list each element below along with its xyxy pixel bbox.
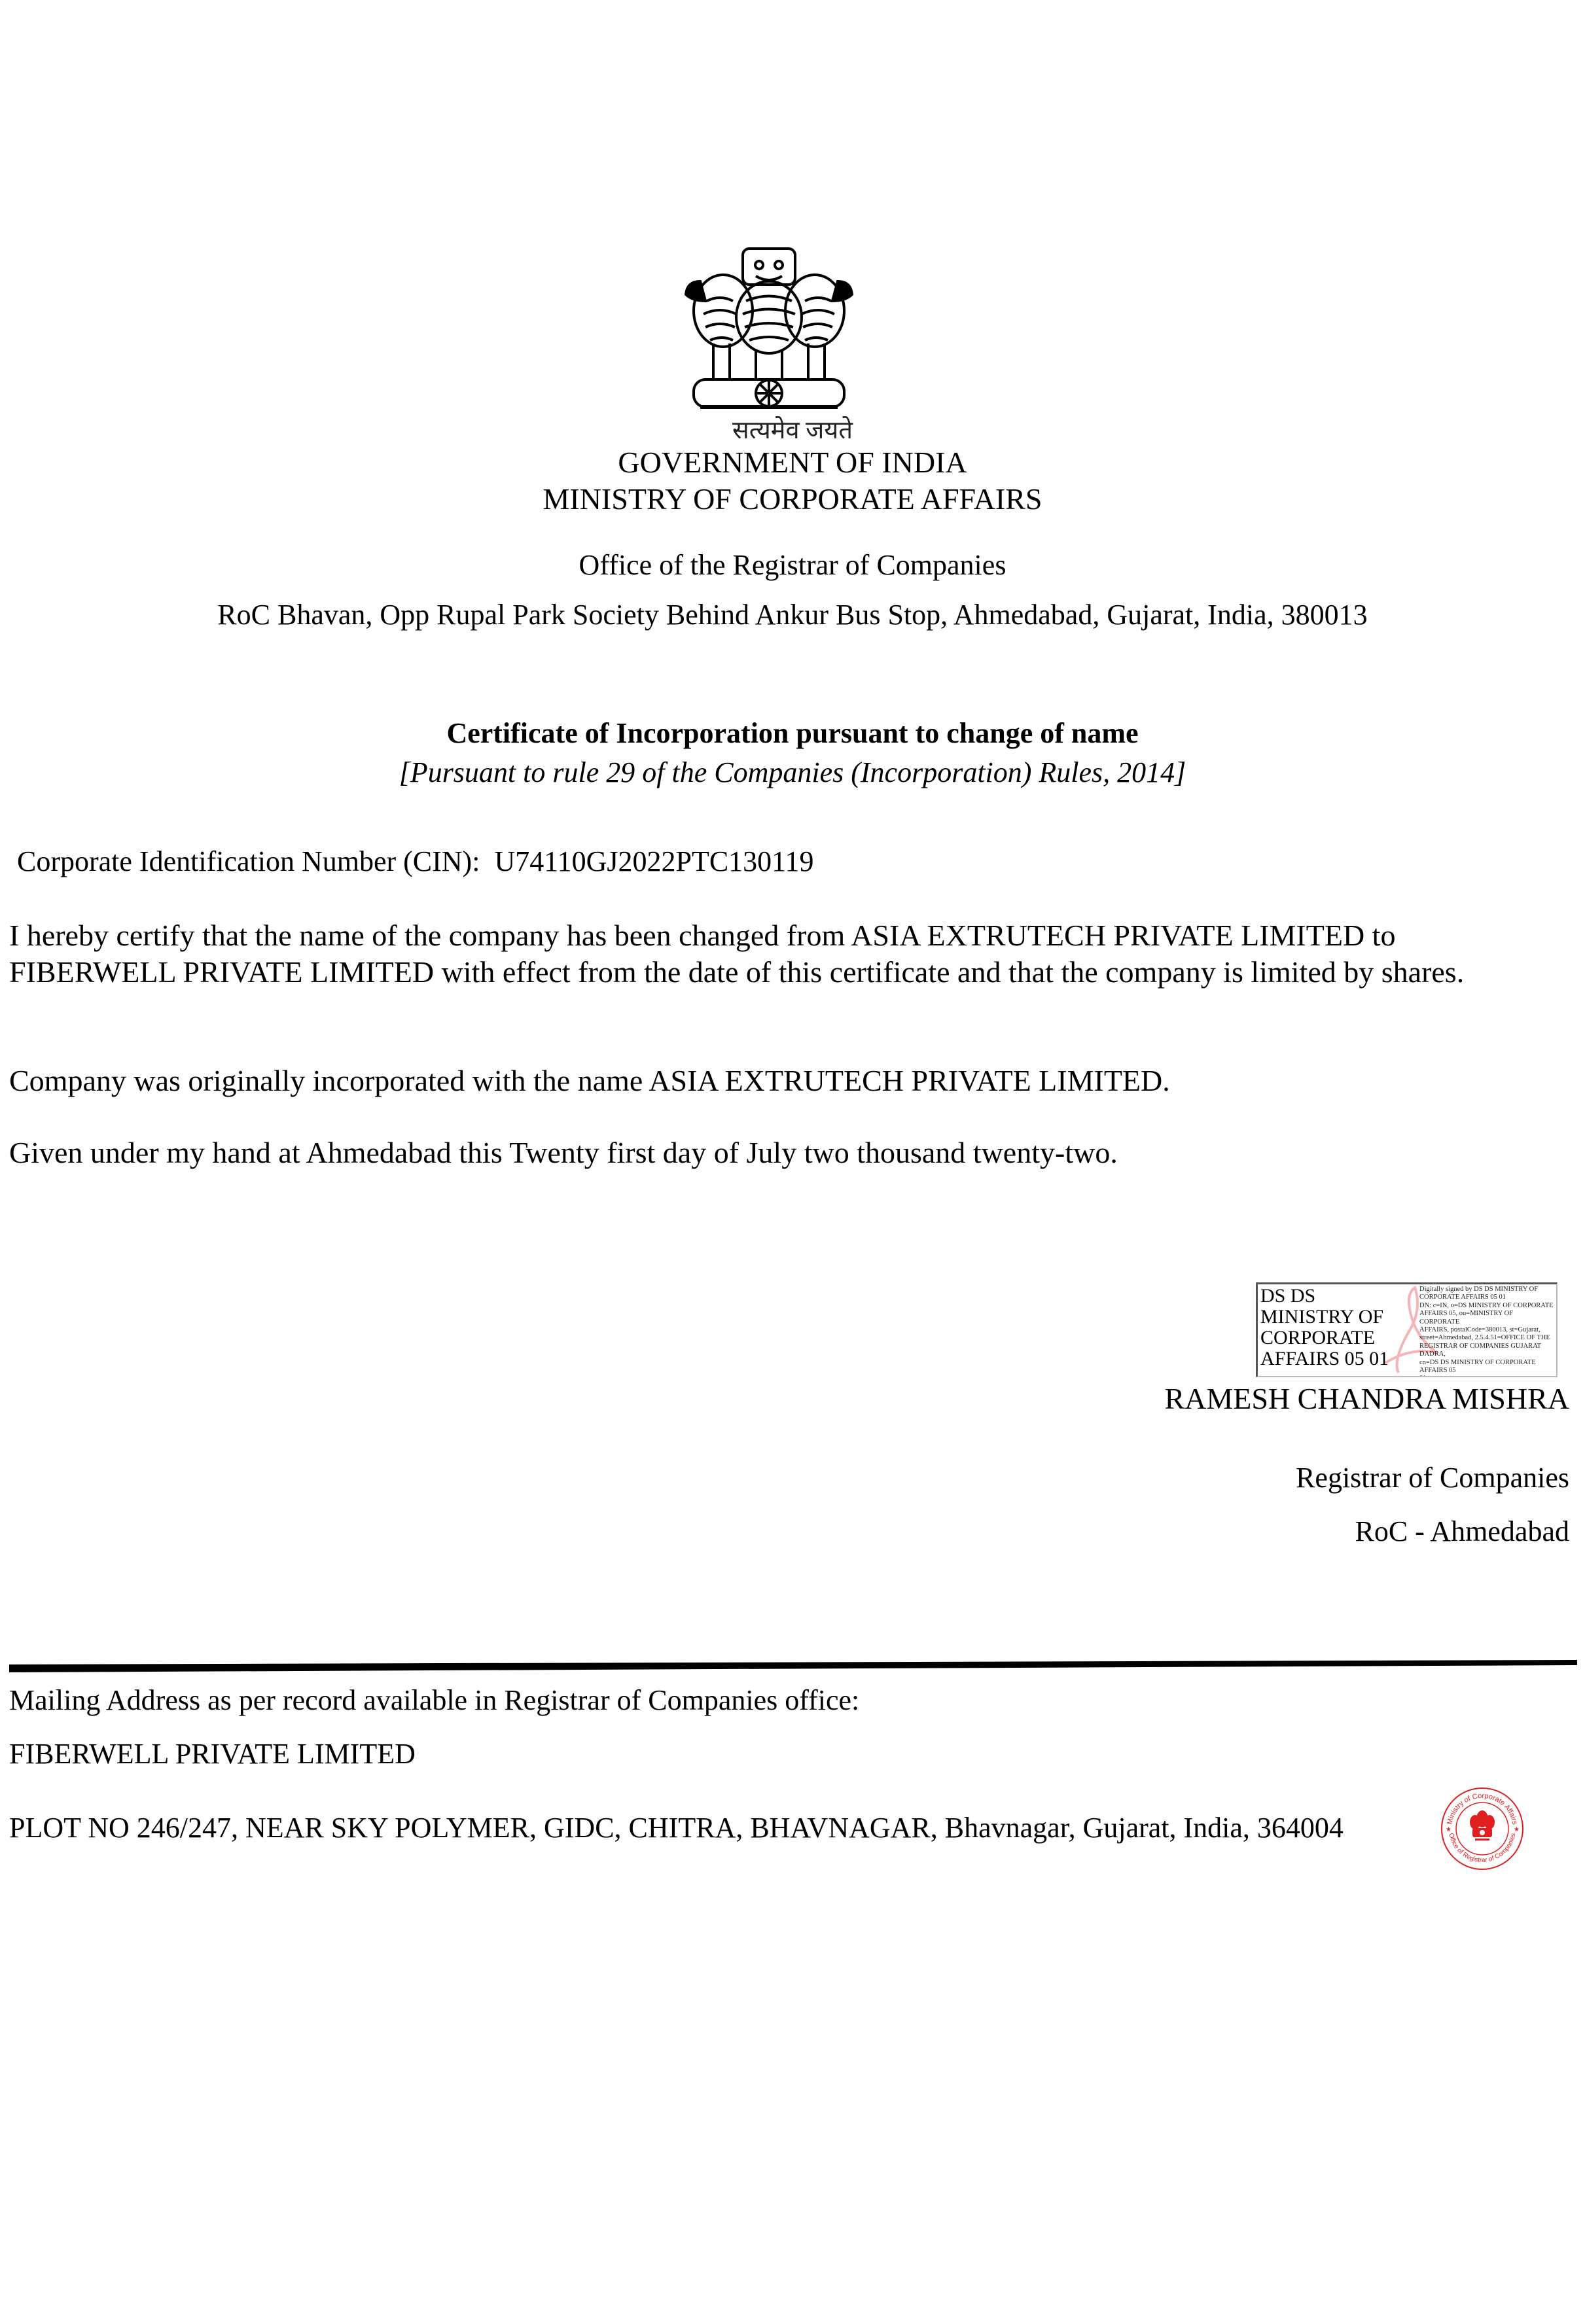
svg-text:★: ★ <box>1446 1826 1451 1833</box>
seal-bottom-text: Office of Registrar of Companies <box>1447 1832 1518 1865</box>
cin-row <box>17 844 814 879</box>
signatory-office: RoC - Ahmedabad <box>1355 1515 1569 1547</box>
cin-label: Corporate Identification Number (CIN): <box>17 845 480 877</box>
government-heading: GOVERNMENT OF INDIA <box>618 446 967 479</box>
national-motto: सत्यमेव जयते <box>732 417 853 444</box>
ministry-heading: MINISTRY OF CORPORATE AFFAIRS <box>543 482 1042 516</box>
signature-details: Digitally signed by DS DS MINISTRY OF CORPORATE AFFAIRS 05 01 DN: c=IN, o=DS MINISTRY OF CORPORATE AFFAIRS 05, ou=MINISTRY OF CORPORATE AFFAIRS, postalCode=380013, st=Gujarat, street=Ahmedabad, 2.5.4.51=OFFICE OF THE REGISTRAR OF COMPANIES GUJARAT DADRA, cn=DS DS MINISTRY OF CORPORATE AFFAIRS 05 <box>1419 1286 1554 1375</box>
mailing-address-label: Mailing Address as per record available in Registrar of Companies office: <box>9 1684 860 1716</box>
certificate-title: Certificate of Incorporation pursuant to change of name <box>446 717 1139 749</box>
certificate-subtitle: [Pursuant to rule 29 of the Companies (Incorporation) Rules, 2014] <box>399 756 1186 788</box>
certification-paragraph: I hereby certify that the name of the company has been changed from ASIA EXTRUTECH PRIVATE LIMITED to FIBERWELL PRIVATE LIMITED with effect from the date of this certificate and that the company is limited by shares. <box>9 919 1465 989</box>
office-address: RoC Bhavan, Opp Rupal Park Society Behind Ankur Bus Stop, Ahmedabad, Gujarat, India, 380013 <box>217 599 1368 631</box>
roc-seal-icon <box>1440 1786 1525 1871</box>
cin-value: U74110GJ2022PTC130119 <box>494 845 814 877</box>
section-divider <box>9 1659 1577 1672</box>
seal-top-text: Ministry of Corporate Affairs <box>1446 1791 1519 1825</box>
signatory-designation: Registrar of Companies <box>1296 1462 1569 1494</box>
original-name-paragraph: Company was originally incorporated with the name ASIA EXTRUTECH PRIVATE LIMITED. <box>9 1064 1170 1097</box>
mailing-company-name: FIBERWELL PRIVATE LIMITED <box>9 1738 416 1770</box>
signatory-name: RAMESH CHANDRA MISHRA <box>1164 1382 1569 1415</box>
svg-text:★: ★ <box>1514 1826 1520 1833</box>
mailing-address: PLOT NO 246/247, NEAR SKY POLYMER, GIDC, CHITRA, BHAVNAGAR, Bhavnagar, Gujarat, India, 364004 <box>9 1812 1344 1844</box>
national-emblem-icon <box>661 236 877 419</box>
digital-signature-box[interactable] <box>1256 1282 1558 1377</box>
given-under-hand-paragraph: Given under my hand at Ahmedabad this Twenty first day of July two thousand twenty-two. <box>9 1136 1118 1169</box>
signature-signer: DS DS MINISTRY OF CORPORATE AFFAIRS 05 01 <box>1260 1285 1389 1369</box>
office-heading: Office of the Registrar of Companies <box>579 549 1006 581</box>
